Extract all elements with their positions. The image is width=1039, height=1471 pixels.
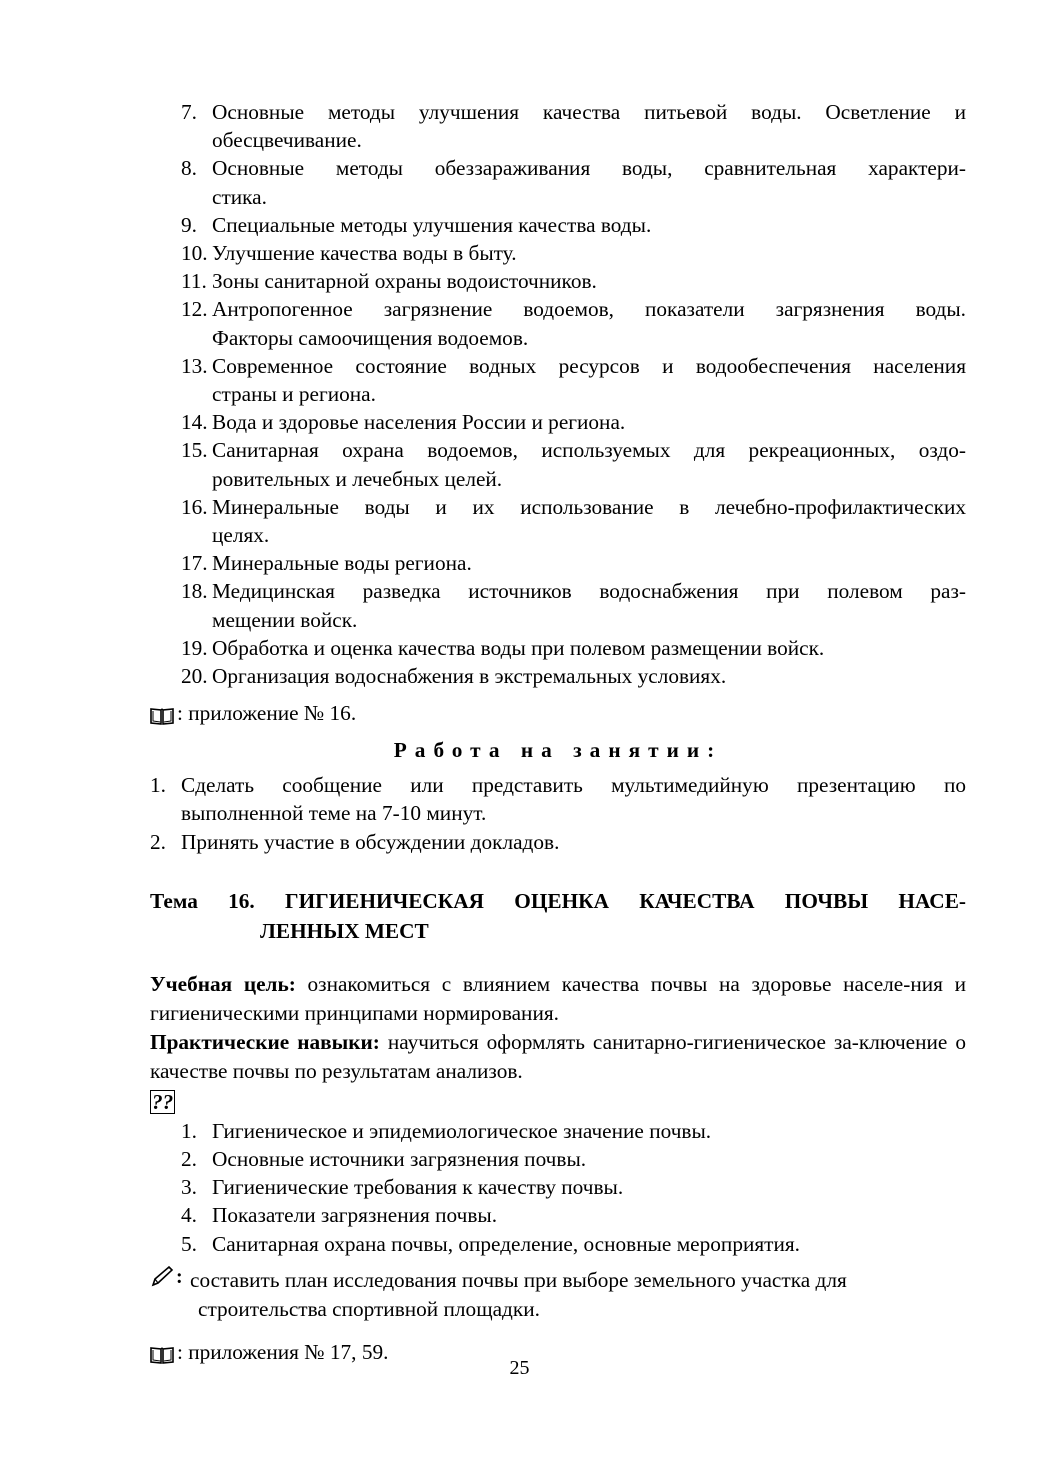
list-item — [181, 549, 966, 577]
list-item — [181, 295, 966, 351]
task-text — [190, 1266, 966, 1324]
list-item-number: 3. — [181, 1175, 197, 1200]
list-item-line: Минеральные воды и их использование в лечебно-профилактических — [212, 494, 966, 519]
list-item-text — [212, 267, 966, 295]
list-item — [150, 771, 966, 827]
list-item-number: 10. — [181, 241, 208, 266]
list-item-number: 18. — [181, 579, 208, 604]
list-item-line: Факторы самоочищения водоемов. — [212, 325, 529, 350]
list-item-line: Улучшение качества воды в быту. — [212, 241, 517, 266]
list-item — [181, 436, 966, 492]
list-item-text — [212, 493, 966, 549]
task-line-1: составить план исследования почвы при выборе земельного участка для — [190, 1267, 847, 1292]
question-list-continued — [181, 98, 966, 690]
list-item-text — [212, 239, 966, 267]
list-item-line: Современное состояние водных ресурсов и водообеспечения населения — [212, 353, 966, 378]
page-number: 25 — [509, 1357, 530, 1379]
list-item-text — [212, 295, 966, 351]
list-item-line: Обработка и оценка качества воды при полевом размещении войск. — [212, 635, 825, 660]
goal-label: Учебная цель: — [150, 971, 296, 996]
list-item — [181, 211, 966, 239]
list-item — [181, 352, 966, 408]
list-item-number: 1. — [181, 1118, 197, 1143]
list-item-text — [212, 211, 966, 239]
list-item-text — [212, 352, 966, 408]
list-item-line: Сделать сообщение или представить мультимедийную презентацию по — [181, 773, 966, 798]
list-item-line: стика. — [212, 184, 267, 209]
questions-icon: ?? — [152, 1089, 174, 1114]
list-item-line: Принять участие в обсуждении докладов. — [181, 829, 560, 854]
list-item-number: 20. — [181, 664, 208, 689]
task-block — [150, 1266, 966, 1324]
list-item-text — [212, 436, 966, 492]
list-item — [181, 634, 966, 662]
list-item-text: Показатели загрязнения почвы. — [212, 1203, 498, 1228]
list-item-line: Антропогенное загрязнение водоемов, показатели загрязнения воды. — [212, 297, 966, 322]
list-item — [181, 98, 966, 154]
list-item — [181, 408, 966, 436]
list-item-line: Медицинская разведка источников водоснабжения при полевом раз- — [212, 579, 966, 604]
list-item-text — [212, 98, 966, 154]
list-item — [181, 1230, 966, 1258]
list-item-text: Основные источники загрязнения почвы. — [212, 1147, 587, 1172]
list-item-number: 16. — [181, 494, 208, 519]
list-item-text — [181, 828, 966, 856]
list-item-line: страны и региона. — [212, 382, 376, 407]
task-line-2: строительства спортивной площадки. — [198, 1296, 540, 1321]
list-item-number: 15. — [181, 438, 208, 463]
reference-text: : приложение № 16. — [177, 701, 357, 726]
skills-text: научиться оформлять санитарно-гигиеническое за-ключение о качестве почвы по результатам анализов. — [150, 1029, 966, 1083]
list-item-text: Гигиенические требования к качеству почвы. — [212, 1175, 624, 1200]
list-item-number: 1. — [150, 773, 166, 798]
list-item-line: ровительных и лечебных целей. — [212, 466, 503, 491]
list-item-number: 2. — [181, 1147, 197, 1172]
list-item-text: Санитарная охрана почвы, определение, основные мероприятия. — [212, 1231, 800, 1256]
reference-text-2: : приложения № 17, 59. — [177, 1339, 389, 1364]
book-icon — [150, 704, 174, 722]
list-item — [150, 828, 966, 856]
list-item — [181, 1173, 966, 1201]
list-item — [181, 662, 966, 690]
page-content — [150, 98, 966, 1366]
list-item-text — [212, 634, 966, 662]
list-item — [181, 267, 966, 295]
list-item-number: 13. — [181, 353, 208, 378]
work-heading: Работа на занятии: — [393, 738, 723, 763]
list-item-line: целях. — [212, 523, 270, 548]
goal-paragraph — [150, 970, 966, 1028]
list-item-number: 14. — [181, 410, 208, 435]
list-item-line: Специальные методы улучшения качества воды. — [212, 212, 652, 237]
list-item-text: Гигиеническое и эпидемиологическое значение почвы. — [212, 1118, 712, 1143]
list-item-line: Санитарная охрана водоемов, используемых для рекреационных, оздо- — [212, 438, 966, 463]
questions-list — [181, 1117, 966, 1258]
work-list — [150, 771, 966, 856]
list-item — [181, 239, 966, 267]
list-item-number: 11. — [181, 269, 207, 294]
list-item-line: обесцвечивание. — [212, 128, 362, 153]
list-item-number: 8. — [181, 156, 197, 181]
list-item — [181, 1145, 966, 1173]
topic-title-continued: ЛЕННЫХ МЕСТ — [260, 918, 429, 943]
skills-paragraph — [150, 1028, 966, 1086]
list-item-number: 2. — [150, 829, 166, 854]
list-item — [181, 577, 966, 633]
list-item — [181, 1117, 966, 1145]
svg-text::: : — [176, 1265, 183, 1288]
list-item-text — [212, 408, 966, 436]
list-item-text — [212, 154, 966, 210]
list-item-number: 17. — [181, 551, 208, 576]
list-item-line: Зоны санитарной охраны водоисточников. — [212, 269, 597, 294]
list-item-number: 4. — [181, 1203, 197, 1228]
list-item — [181, 1201, 966, 1229]
list-item-line: Основные методы обеззараживания воды, сравнительная характери- — [212, 156, 966, 181]
list-item-line: Вода и здоровье населения России и региона. — [212, 410, 626, 435]
list-item-line: Организация водоснабжения в экстремальных условиях. — [212, 664, 727, 689]
topic-title: Тема 16. ГИГИЕНИЧЕСКАЯ ОЦЕНКА КАЧЕСТВА ПОЧВЫ НАСЕ- — [150, 888, 966, 913]
list-item-number: 19. — [181, 635, 208, 660]
list-item-text — [212, 549, 966, 577]
list-item-text — [212, 577, 966, 633]
pencil-icon — [150, 1266, 190, 1324]
list-item-number: 5. — [181, 1231, 197, 1256]
list-item-line: Основные методы улучшения качества питьевой воды. Осветление и — [212, 100, 966, 124]
reference-line — [150, 699, 966, 727]
list-item-number: 12. — [181, 297, 208, 322]
list-item-number: 7. — [181, 100, 197, 124]
list-item-line: выполненной теме на 7-10 минут. — [181, 801, 487, 826]
list-item-text — [212, 662, 966, 690]
list-item-line: Минеральные воды региона. — [212, 551, 472, 576]
list-item-number: 9. — [181, 212, 197, 237]
goal-text: ознакомиться с влиянием качества почвы на здоровье населе-ния и гигиеническими принципами нормирования. — [150, 971, 966, 1025]
skills-label: Практические навыки: — [150, 1029, 380, 1054]
list-item — [181, 493, 966, 549]
list-item-text — [181, 771, 966, 827]
list-item-line: мещении войск. — [212, 607, 358, 632]
list-item — [181, 154, 966, 210]
